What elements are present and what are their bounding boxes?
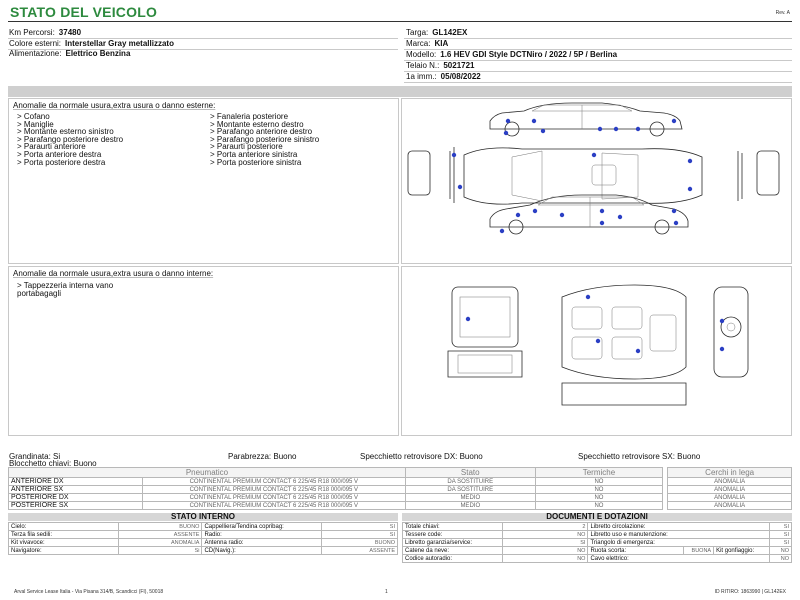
field-value: ASSENTE (322, 547, 398, 555)
field-label: Radio: (202, 531, 322, 539)
table-row (9, 547, 398, 555)
field-value: NO (770, 547, 792, 555)
tyre-model: CONTINENTAL PREMIUM CONTACT 6 225/45 R18 000/095 V (142, 478, 405, 486)
divider (404, 82, 792, 83)
section-bar (8, 86, 792, 97)
documents-section-title: DOCUMENTI E DOTAZIONI (402, 513, 792, 521)
color-label: Colore esterni: (9, 39, 62, 48)
field-label: CD(Navig.): (202, 547, 322, 555)
model-row (406, 50, 617, 59)
list-item: > Cofano (17, 112, 50, 121)
external-damage-list-2 (210, 113, 319, 166)
list-item: > Fanaleria posteriore (210, 112, 289, 121)
field-label: Antenna radio: (202, 539, 322, 547)
winter-column-header: Termiche (535, 468, 663, 478)
mirror-sx-status: Specchietto retrovisore SX: Buono (578, 452, 701, 461)
plate-row (406, 28, 467, 37)
damage-marker (614, 127, 618, 131)
tyre-table-header (9, 468, 792, 478)
field-value: ASSENTE (118, 531, 202, 539)
hail-status: Grandinata: Si (9, 452, 61, 461)
car-side-view-top-icon (490, 103, 682, 136)
tyre-position: ANTERIORE SX (9, 486, 143, 494)
table-row (403, 539, 792, 547)
km-value: 37480 (58, 28, 82, 37)
field-label: Libretto garanzia/service: (403, 539, 503, 547)
table-row (9, 531, 398, 539)
tyre-table (8, 467, 792, 510)
car-exterior-diagram (402, 99, 791, 263)
cabin-top-view-icon (562, 285, 686, 405)
mirror-dx-status: Specchietto retrovisore DX: Buono (360, 452, 483, 461)
field-label: Kit vivavoce: (9, 539, 119, 547)
damage-marker (592, 153, 596, 157)
tyre-column-header: Pneumatico (9, 468, 406, 478)
field-label: Codice autoradio: (403, 555, 503, 563)
damage-marker (672, 119, 676, 123)
damage-marker (452, 153, 456, 157)
tyre-state: MEDIO (405, 502, 535, 510)
damage-marker (636, 349, 640, 353)
tyre-model: CONTINENTAL PREMIUM CONTACT 6 225/45 R18 000/095 V (142, 502, 405, 510)
table-row (9, 494, 792, 502)
tyre-rim: ANOMALIA (668, 486, 792, 494)
field-value: SI (502, 539, 588, 547)
key-lock-status: Blocchetto chiavi: Buono (9, 459, 97, 468)
damage-marker (596, 339, 600, 343)
damage-marker (720, 319, 724, 323)
list-item: portabagagli (17, 288, 62, 298)
internal-damage-panel (8, 266, 399, 436)
tyre-winter: NO (535, 494, 663, 502)
field-value: ANOMALIA (118, 539, 202, 547)
internal-damage-title: Anomalie da normale usura,extra usura o danno interne: (13, 269, 214, 278)
damage-marker (600, 221, 604, 225)
list-item: > Porta posteriore sinistra (210, 157, 302, 167)
external-diagram-panel (401, 98, 792, 264)
field-value: NO (502, 555, 588, 563)
footer-page-number: 1 (385, 589, 388, 595)
damage-marker (500, 229, 504, 233)
external-damage-panel (8, 98, 399, 264)
table-row (403, 555, 792, 563)
damage-marker (533, 209, 537, 213)
field-value: 2 (502, 523, 588, 531)
state-column-header: Stato (405, 468, 535, 478)
color-row (9, 39, 174, 48)
field-value: BUONO (322, 539, 398, 547)
frame-label: Telaio N.: (406, 61, 440, 70)
table-row (403, 523, 792, 531)
tyre-winter: NO (535, 486, 663, 494)
list-item: > Porta posteriore destra (17, 157, 106, 167)
list-item: > Paraurti posteriore (210, 142, 283, 152)
list-item: > Parafango posteriore sinistro (210, 134, 320, 144)
table-row (9, 523, 398, 531)
field-label: Navigatore: (9, 547, 119, 555)
damage-marker (672, 209, 676, 213)
field-label: Tessere code: (403, 531, 503, 539)
tyre-rim: ANOMALIA (668, 478, 792, 486)
damage-marker (516, 213, 520, 217)
field-label: Totale chiavi: (403, 523, 503, 531)
tyre-state: DA SOSTITUIRE (405, 486, 535, 494)
damage-marker (720, 347, 724, 351)
list-item: > Montante esterno sinistro (17, 127, 114, 137)
field-label: Libretto uso e manutenzione: (588, 531, 770, 539)
list-item: > Montante esterno destro (210, 119, 304, 129)
field-value: SI (322, 523, 398, 531)
field-label: Kit gonfiaggio: (714, 547, 770, 555)
table-row (9, 502, 792, 510)
field-value: NO (502, 531, 588, 539)
table-row (9, 478, 792, 486)
table-row (403, 547, 792, 555)
damage-marker (560, 213, 564, 217)
table-row (9, 486, 792, 494)
field-label: Cappelliera/Tendina copribag: (202, 523, 322, 531)
tyre-model: CONTINENTAL PREMIUM CONTACT 6 225/45 R18 000/095 V (142, 494, 405, 502)
divider (404, 38, 792, 39)
damage-marker (466, 317, 470, 321)
trunk-interior-icon (448, 287, 522, 377)
list-item: > Parafango anteriore destro (210, 127, 313, 137)
tyre-rim: ANOMALIA (668, 502, 792, 510)
title-divider (8, 21, 792, 22)
field-label: Cavo elettrico: (588, 555, 770, 563)
footer-company: Arval Service Lease Italia - Via Pisana 314/B, Scandicci (FI), 50018 (14, 589, 164, 595)
damage-marker (541, 129, 545, 133)
field-label: Cielo: (9, 523, 119, 531)
field-value: Si (118, 547, 202, 555)
external-damage-title: Anomalie da normale usura,extra usura o danno esterne: (13, 101, 216, 110)
field-value: BUONA (684, 547, 714, 555)
internal-diagram-panel (401, 266, 792, 436)
damage-marker (598, 127, 602, 131)
field-value: SI (770, 539, 792, 547)
car-interior-diagram (402, 267, 791, 435)
interior-section-title: STATO INTERNO (8, 513, 398, 521)
windshield-status: Parabrezza: Buono (228, 452, 297, 461)
tyre-winter: NO (535, 502, 663, 510)
documents-table (402, 522, 792, 563)
interior-table (8, 522, 398, 555)
list-item: > Paraurti anteriore (17, 142, 86, 152)
list-item: > Maniglie (17, 119, 54, 129)
registration-label: 1a imm.: (406, 72, 437, 81)
damage-marker (688, 187, 692, 191)
rim-column-header: Cerchi in lega (668, 468, 792, 478)
damage-marker (458, 185, 462, 189)
registration-value: 05/08/2022 (440, 72, 481, 81)
brand-row (406, 39, 448, 48)
damage-marker (674, 221, 678, 225)
table-row (9, 539, 398, 547)
plate-label: Targa: (406, 28, 429, 37)
tyre-position: POSTERIORE DX (9, 494, 143, 502)
model-label: Modello: (406, 50, 437, 59)
field-value: NO (770, 555, 792, 563)
brand-value: KIA (434, 39, 449, 48)
brand-label: Marca: (406, 39, 431, 48)
model-value: 1.6 HEV GDI Style DCTNiro / 2022 / 5P / Berlina (440, 50, 618, 59)
damage-marker (618, 215, 622, 219)
tyre-position: POSTERIORE SX (9, 502, 143, 510)
field-value: BUONO (118, 523, 202, 531)
field-label: Catene da neve: (403, 547, 503, 555)
fuel-label: Alimentazione: (9, 49, 62, 58)
registration-row (406, 72, 481, 81)
color-value: Interstellar Gray metallizzato (65, 39, 174, 48)
km-row (9, 28, 81, 37)
field-value: SI (322, 531, 398, 539)
table-row (403, 531, 792, 539)
damage-markers (466, 295, 724, 353)
damage-marker (600, 209, 604, 213)
list-item: > Porta anteriore destra (17, 149, 102, 159)
tyre-state: MEDIO (405, 494, 535, 502)
list-item: > Parafango posteriore destro (17, 134, 124, 144)
damage-marker (636, 127, 640, 131)
list-item: > Porta anteriore sinistra (210, 149, 298, 159)
fuel-row (9, 49, 130, 58)
damage-marker (506, 119, 510, 123)
damage-marker (586, 295, 590, 299)
plate-value: GL142EX (432, 28, 468, 37)
page-title: STATO DEL VEICOLO (10, 4, 158, 20)
frame-value: 5021721 (443, 61, 475, 70)
field-label: Terza fila sedili: (9, 531, 119, 539)
tyre-position: ANTERIORE DX (9, 478, 143, 486)
field-label: Libretto circolazione: (588, 523, 770, 531)
dashboard-icon (714, 287, 748, 377)
damage-marker (688, 159, 692, 163)
revision-label: Rev. A (775, 10, 790, 16)
field-label: Triangolo di emergenza: (588, 539, 770, 547)
km-label: Km Percorsi: (9, 28, 55, 37)
field-value: SI (770, 531, 792, 539)
tyre-winter: NO (535, 478, 663, 486)
list-item: > Tappezzeria interna vano (17, 281, 114, 290)
field-value: SI (770, 523, 792, 531)
external-damage-list-1 (17, 113, 123, 166)
tyre-state: DA SOSTITUIRE (405, 478, 535, 486)
field-label: Ruota scorta: (588, 547, 684, 555)
fuel-value: Elettrico Benzina (65, 49, 131, 58)
internal-damage-list (17, 282, 113, 297)
tyre-rim: ANOMALIA (668, 494, 792, 502)
damage-marker (504, 131, 508, 135)
footer-pickup-id: ID RITIRO: 1863990 | GL142EX (714, 589, 786, 595)
field-value: NO (502, 547, 588, 555)
damage-marker (532, 119, 536, 123)
frame-row (406, 61, 475, 70)
tyre-model: CONTINENTAL PREMIUM CONTACT 6 225/45 R18 000/095 V (142, 486, 405, 494)
